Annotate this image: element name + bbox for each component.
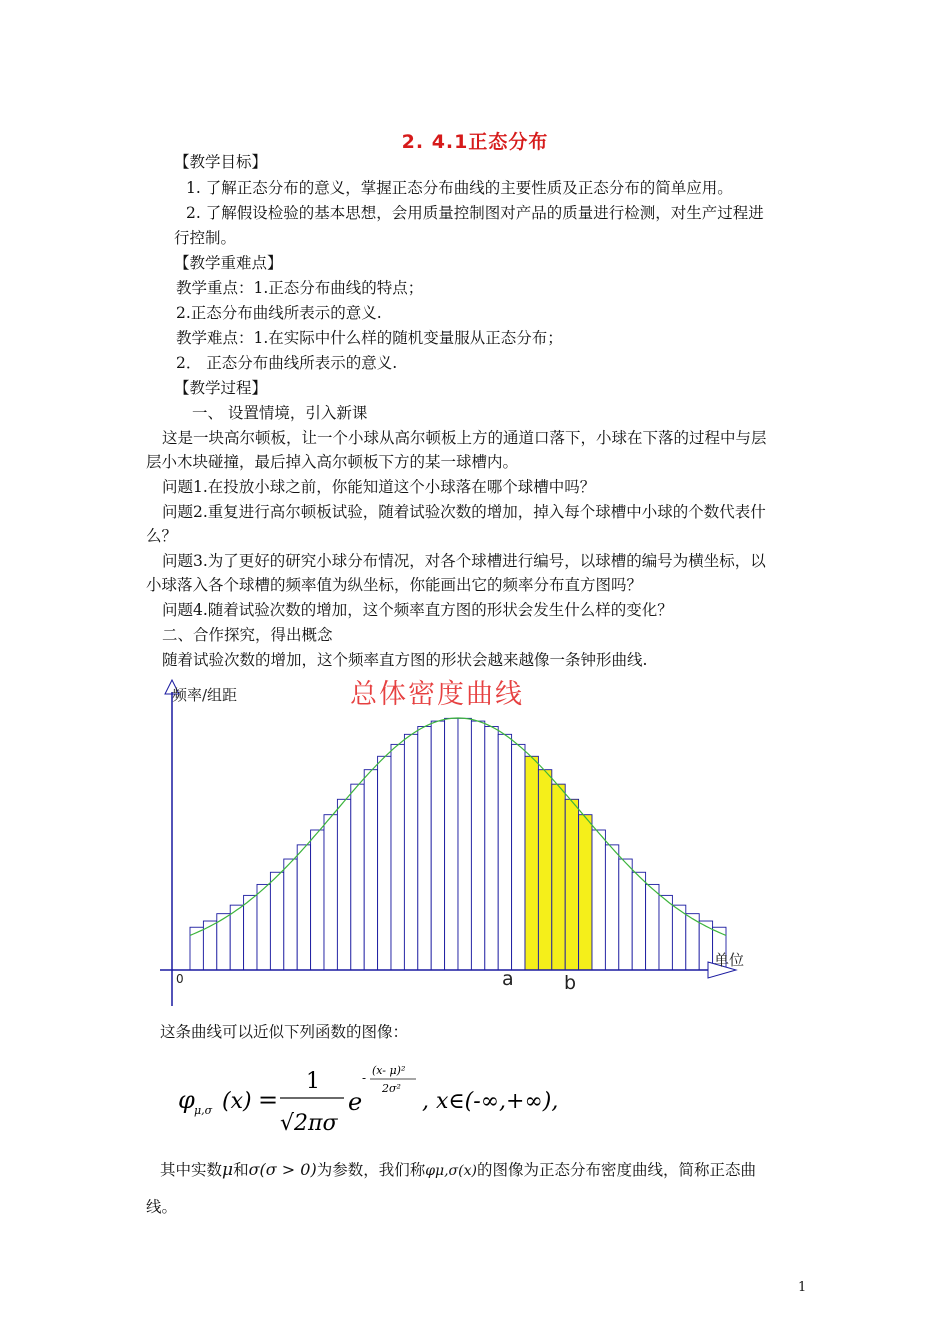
question-3-line-1: 问题3.为了更好的研究小球分布情况，对各个球槽进行编号，以球槽的编号为横坐标，以	[162, 552, 766, 570]
page-title: 2. 4.1正态分布	[401, 131, 549, 153]
histogram-bar	[632, 872, 645, 970]
goal-2-line-1: 2. 了解假设检验的基本思想，会用质量控制图对产品的质量进行检测，对生产过程进	[186, 204, 764, 222]
histogram-bar	[445, 718, 458, 970]
formula-denominator: √2πσ	[280, 1111, 338, 1136]
mu-symbol: μ	[222, 1160, 234, 1180]
histogram-svg	[150, 672, 750, 1008]
histogram-bar	[337, 799, 350, 970]
question-4: 问题4.随着试验次数的增加，这个频率直方图的形状会发生什么样的变化？	[162, 601, 673, 619]
histogram-bar	[378, 756, 391, 970]
key-point-1: 教学重点：1.正态分布曲线的特点；	[176, 279, 424, 297]
histogram-bar	[230, 905, 243, 970]
histogram-bar	[351, 784, 364, 970]
histogram-bar	[311, 830, 324, 970]
goal-2-line-2: 行控制。	[174, 229, 237, 247]
histogram-figure	[150, 672, 750, 1008]
formula-arg: (x)	[222, 1089, 252, 1114]
question-3-line-2: 小球落入各个球槽的频率值为纵坐标，你能画出它的频率分布直方图吗？	[146, 576, 643, 594]
p4-part-a: 其中实数	[160, 1161, 223, 1179]
highlighted-bar	[579, 815, 592, 970]
histogram-bar	[605, 845, 618, 970]
mark-b: b	[564, 972, 577, 994]
y-axis-label: 频率/组距	[172, 686, 238, 704]
histogram-bar	[646, 884, 659, 970]
page-number: 1	[798, 1280, 807, 1295]
highlighted-bar	[538, 770, 551, 970]
histogram-bar	[659, 895, 672, 970]
process-heading: 【教学过程】	[174, 379, 268, 397]
question-2-line-1: 问题2.重复进行高尔顿板试验，随着试验次数的增加，掉入每个球槽中小球的个数代表什	[162, 503, 766, 521]
histogram-bar	[404, 734, 417, 970]
paragraph-3: 这条曲线可以近似下列函数的图像：	[160, 1023, 409, 1041]
formula-equals: =	[258, 1086, 279, 1114]
histogram-bar	[485, 726, 498, 970]
step-1-heading: 一、 设置情境，引入新课	[192, 404, 368, 422]
histogram-bar	[592, 830, 605, 970]
origin-label: 0	[176, 972, 184, 986]
histogram-bar	[257, 884, 270, 970]
histogram-bar	[512, 744, 525, 970]
paragraph-4-line-2: 线。	[146, 1198, 178, 1216]
histogram-bar	[458, 718, 471, 970]
histogram-bar	[270, 872, 283, 970]
histogram-bar	[297, 845, 310, 970]
histogram-bar	[244, 895, 257, 970]
histogram-bar	[418, 726, 431, 970]
histogram-bar	[324, 815, 337, 970]
formula-domain: , x∈(-∞,+∞),	[422, 1089, 559, 1114]
question-2-line-2: 么？	[146, 527, 178, 545]
highlighted-bar	[552, 784, 565, 970]
key-point-2: 2.正态分布曲线所表示的意义.	[176, 304, 382, 322]
formula-e: e	[348, 1088, 363, 1116]
paragraph-2: 随着试验次数的增加，这个频率直方图的形状会越来越像一条钟形曲线.	[162, 651, 648, 669]
key-heading: 【教学重难点】	[174, 254, 283, 272]
histogram-bar	[619, 859, 632, 970]
goals-heading: 【教学目标】	[174, 153, 268, 171]
histogram-bar	[364, 770, 377, 970]
highlighted-bar	[565, 799, 578, 970]
formula-exp-sign: -	[362, 1071, 367, 1085]
question-1: 问题1.在投放小球之前，你能知道这个小球落在哪个球槽中吗？	[162, 478, 596, 496]
p4-part-c: 为参数，我们称	[316, 1161, 426, 1179]
phi-reference: φμ,σ(x)	[425, 1163, 477, 1179]
histogram-bar	[190, 927, 203, 970]
normal-density-formula	[178, 1060, 598, 1140]
formula-exp-numerator: (x- μ)²	[372, 1064, 406, 1077]
histogram-bar	[391, 744, 404, 970]
step-2-heading: 二、合作探究，得出概念	[162, 626, 333, 644]
sigma-condition: σ(σ > 0)	[248, 1160, 317, 1179]
p4-part-d: 的图像为正态分布密度曲线，简称正态曲	[476, 1161, 756, 1179]
histogram-bar	[471, 721, 484, 970]
histogram-bar	[498, 734, 511, 970]
formula-exp-denominator: 2σ²	[382, 1082, 401, 1095]
histogram-bars	[190, 718, 726, 970]
paragraph-1-line-2: 层小木块碰撞，最后掉入高尔顿板下方的某一球槽内。	[146, 453, 519, 471]
mark-a: a	[502, 968, 514, 990]
difficulty-2: 2． 正态分布曲线所表示的意义.	[176, 354, 398, 372]
paragraph-4-line-1	[160, 1160, 756, 1181]
paragraph-1-line-1: 这是一块高尔顿板，让一个小球从高尔顿板上方的通道口落下，小球在下落的过程中与层	[162, 429, 767, 447]
p4-part-b: 和	[233, 1161, 249, 1179]
goal-1: 1. 了解正态分布的意义，掌握正态分布曲线的主要性质及正态分布的简单应用。	[186, 179, 733, 197]
difficulty-1: 教学难点：1.在实际中什么样的随机变量服从正态分布；	[176, 329, 563, 347]
formula-phi-sub: μ,σ	[194, 1104, 213, 1117]
formula-numerator: 1	[306, 1069, 320, 1094]
curve-title: 总体密度曲线	[350, 679, 524, 710]
histogram-bar	[284, 859, 297, 970]
highlighted-bar	[525, 756, 538, 970]
histogram-bar	[672, 905, 685, 970]
histogram-bar	[431, 721, 444, 970]
formula-phi: φ	[178, 1086, 195, 1114]
x-axis-label: 单位	[714, 951, 745, 969]
